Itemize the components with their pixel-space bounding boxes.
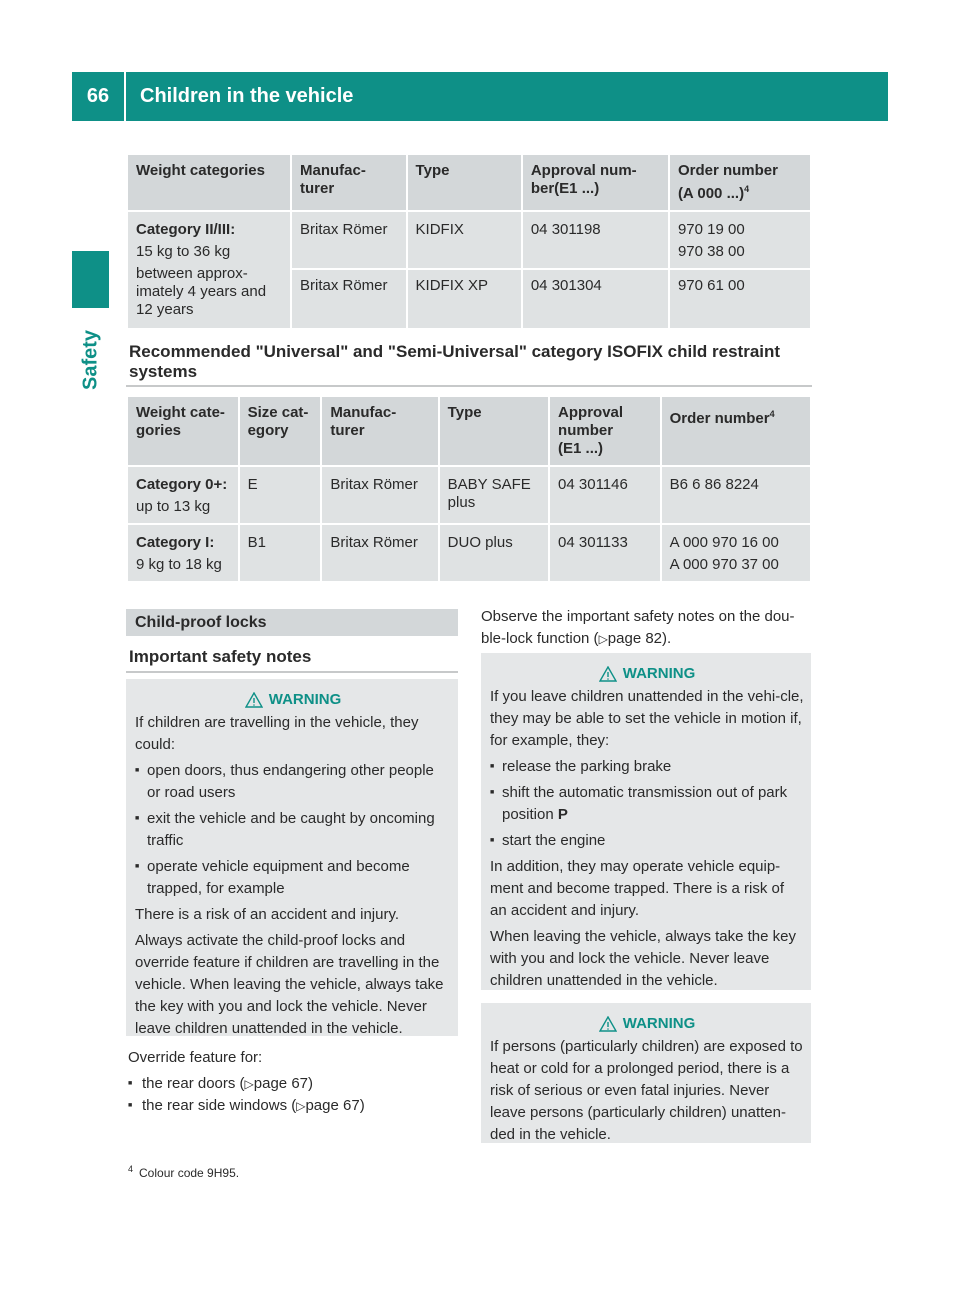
bullet-text: operate vehicle equipment and become trapped, for example xyxy=(147,858,410,897)
table-header-row xyxy=(128,397,810,465)
manufacturer-cell: Britax Römer xyxy=(292,212,406,268)
side-tab-block xyxy=(72,251,109,308)
bullet-text: start the engine xyxy=(502,832,606,849)
category-range: up to 13 kg xyxy=(136,498,211,515)
bullet-text: the rear doors ( xyxy=(142,1075,245,1092)
footnote-text: Colour code 9H95. xyxy=(139,1166,240,1180)
warning-label: WARNING xyxy=(622,665,696,682)
warning-title xyxy=(135,689,451,711)
footnote-ref: 4 xyxy=(744,184,750,194)
manufacturer-cell: Britax Römer xyxy=(322,525,437,581)
type-cell: KIDFIX xyxy=(408,212,521,268)
bullet-text: release the parking brake xyxy=(502,758,672,775)
list-item xyxy=(490,830,804,852)
bullet-text: shift the automatic transmission out of park position xyxy=(502,784,788,823)
footnote xyxy=(128,1164,239,1180)
order-cell: 970 61 00 xyxy=(670,270,810,328)
col-type: Type xyxy=(408,155,521,210)
approval-cell: 04 301133 xyxy=(550,525,660,581)
category-cell xyxy=(128,525,238,581)
warning-triangle-icon xyxy=(245,692,263,708)
list-item xyxy=(135,760,451,804)
col-order-number xyxy=(670,155,810,210)
category-title: Category II/III: xyxy=(136,221,236,238)
category-range: 9 kg to 18 kg xyxy=(136,556,222,573)
manufacturer-cell: Britax Römer xyxy=(322,467,437,523)
chapter-title: Children in the vehicle xyxy=(140,85,354,107)
warning-triangle-icon xyxy=(599,1016,617,1032)
warning-box-unattended-children xyxy=(481,653,811,990)
side-tab-label xyxy=(78,327,104,393)
footnote-ref: 4 xyxy=(769,409,775,419)
side-tab-text: Safety xyxy=(79,329,102,391)
size-cell: E xyxy=(240,467,321,523)
list-item xyxy=(128,1073,458,1095)
category-cell xyxy=(128,467,238,523)
col-size-category: Size cat- egory xyxy=(240,397,321,465)
table-category-ii-iii xyxy=(126,153,812,330)
order-number-label: Order number (A 000 ...) xyxy=(677,162,778,202)
col-order-number xyxy=(662,397,810,465)
col-type: Type xyxy=(440,397,548,465)
order-cell: B6 6 86 8224 xyxy=(662,467,810,523)
section-divider xyxy=(126,385,812,387)
approval-cell: 04 301146 xyxy=(550,467,660,523)
order-number: 970 19 00 xyxy=(677,221,745,238)
warning-intro: If children are travelling in the vehicle, they could: xyxy=(135,714,419,753)
warning-triangle-icon xyxy=(599,666,617,682)
warning-body: If persons (particularly children) are exposed to heat or cold for a prolonged period, there is a risk of serious or even fatal injuries. Never leave persons (particularly children) unatten-ded in the vehicle. xyxy=(490,1038,803,1143)
footnote-number: 4 xyxy=(128,1164,134,1174)
page-ref-link[interactable]: page 82). xyxy=(607,630,672,647)
col-approval-number: Approval number (E1 ...) xyxy=(550,397,660,465)
section-heading-isofix: Recommended "Universal" and "Semi-Universal" category ISOFIX child restraint systems xyxy=(129,342,781,381)
warning-title xyxy=(490,663,804,685)
page-ref-link[interactable]: page 67) xyxy=(305,1097,365,1114)
important-safety-notes-heading: Important safety notes xyxy=(129,647,312,666)
col-manufacturer: Manufac- turer xyxy=(322,397,437,465)
category-title: Category I: xyxy=(136,534,215,551)
list-item xyxy=(128,1095,458,1117)
page-ref-arrow-icon: ▷ xyxy=(244,1077,254,1091)
page-header xyxy=(72,72,888,121)
observe-note xyxy=(481,606,811,650)
size-cell: B1 xyxy=(240,525,321,581)
order-number-label: Order number xyxy=(669,410,770,427)
page-ref-link[interactable]: page 67) xyxy=(253,1075,313,1092)
table-row xyxy=(128,525,810,581)
subheading-divider xyxy=(126,671,458,673)
type-cell: KIDFIX XP xyxy=(408,270,521,328)
approval-cell: 04 301198 xyxy=(523,212,668,268)
order-cell xyxy=(662,525,810,581)
col-weight-categories: Weight categories xyxy=(128,155,290,210)
page-ref-arrow-icon: ▷ xyxy=(296,1099,306,1113)
warning-box-heat-cold xyxy=(481,1003,811,1143)
type-cell: DUO plus xyxy=(440,525,548,581)
override-feature-block xyxy=(128,1047,458,1117)
table-row xyxy=(128,467,810,523)
bullet-text: the rear side windows ( xyxy=(142,1097,297,1114)
list-item xyxy=(135,856,451,900)
table-isofix xyxy=(126,395,812,583)
manufacturer-cell: Britax Römer xyxy=(292,270,406,328)
page-number: 66 xyxy=(72,72,126,121)
approval-cell: 04 301304 xyxy=(523,270,668,328)
order-number: A 000 970 16 00 xyxy=(669,534,779,551)
list-item xyxy=(490,782,804,826)
observe-text: Observe the important safety notes on the dou-ble-lock function ( xyxy=(481,608,795,647)
advice-text: Always activate the child-proof locks and override feature if children are travelling in the vehicle. When leaving the vehicle, always take the key with you and lock the vehicle. Never leave children unattended in the vehicle. xyxy=(135,932,444,1037)
order-number: A 000 970 37 00 xyxy=(669,556,779,573)
table-header-row xyxy=(128,155,810,210)
advice-text: When leaving the vehicle, always take the key with you and lock the vehicle. Never leave children unattended in the vehicle. xyxy=(490,928,796,989)
addition-text: In addition, they may operate vehicle equip-ment and become trapped. There is a risk of an accident and injury. xyxy=(490,858,785,919)
bullet-text: exit the vehicle and be caught by oncoming traffic xyxy=(147,810,435,849)
category-age: between approx- imately 4 years and 12 years xyxy=(136,265,267,318)
category-cell xyxy=(128,212,290,328)
risk-statement: There is a risk of an accident and injury. xyxy=(135,906,400,923)
warning-title xyxy=(490,1013,804,1035)
type-cell: BABY SAFE plus xyxy=(440,467,548,523)
page-ref-arrow-icon: ▷ xyxy=(598,632,608,646)
child-proof-locks-heading: Child-proof locks xyxy=(126,609,458,636)
category-range: 15 kg to 36 kg xyxy=(136,243,231,260)
order-number: 970 38 00 xyxy=(677,243,745,260)
col-approval-number: Approval num- ber(E1 ...) xyxy=(523,155,668,210)
park-position-letter: P xyxy=(557,806,568,823)
order-cell xyxy=(670,212,810,268)
warning-label: WARNING xyxy=(268,691,342,708)
warning-label: WARNING xyxy=(622,1015,696,1032)
list-item xyxy=(490,756,804,778)
override-intro: Override feature for: xyxy=(128,1049,263,1066)
category-title: Category 0+: xyxy=(136,476,228,493)
warning-box-children-travelling xyxy=(126,679,458,1036)
col-weight-categories: Weight cate- gories xyxy=(128,397,238,465)
list-item xyxy=(135,808,451,852)
col-manufacturer: Manufac- turer xyxy=(292,155,406,210)
warning-intro: If you leave children unattended in the vehi-cle, they may be able to set the vehicle in motion if, for example, they: xyxy=(490,688,804,749)
table-row xyxy=(128,212,810,268)
bullet-text: open doors, thus endangering other people or road users xyxy=(147,762,434,801)
